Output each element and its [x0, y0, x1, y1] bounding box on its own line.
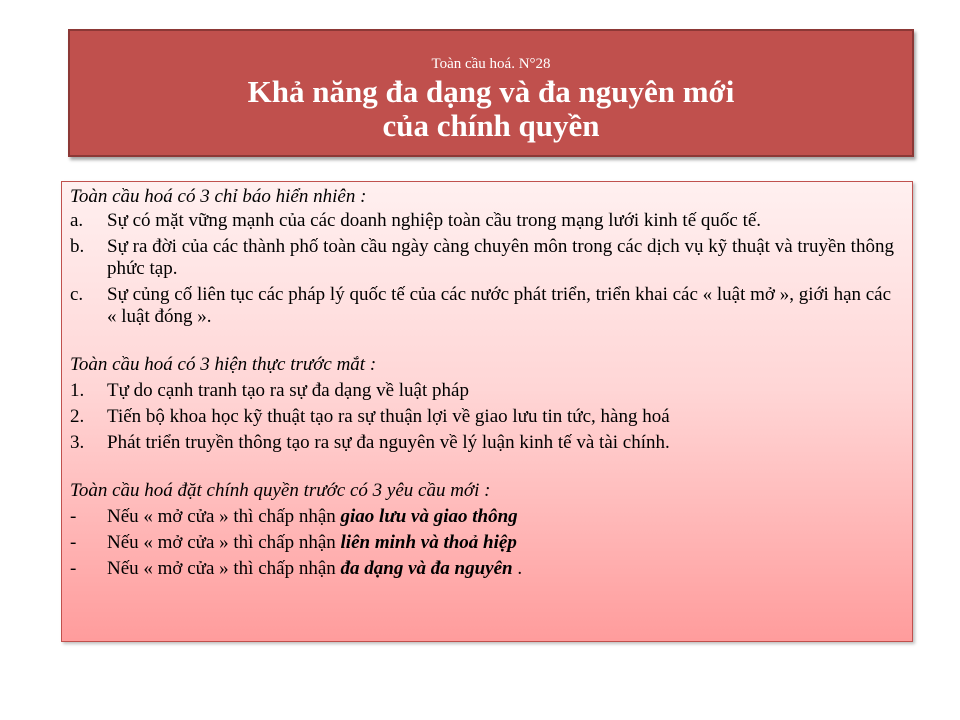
list-marker: 1.: [70, 380, 85, 401]
list-item-suffix: .: [512, 558, 523, 579]
spacer: [70, 328, 904, 354]
list-item-prefix: Nếu « mở cửa » thì chấp nhận: [107, 532, 341, 553]
spacer: [70, 454, 904, 480]
list-item: [70, 380, 904, 402]
slide-title: [70, 75, 912, 143]
section2-heading: Toàn cầu hoá có 3 hiện thực trước mắt :: [70, 354, 377, 375]
list-item-emphasis: liên minh và thoả hiệp: [340, 532, 517, 553]
list-item: [70, 558, 904, 580]
list-marker: 3.: [70, 432, 85, 453]
list-marker: -: [70, 506, 77, 527]
list-item: [70, 406, 904, 428]
list-item: [70, 236, 904, 280]
list-item: [70, 210, 904, 232]
list-item: [70, 532, 904, 554]
list-marker: b.: [70, 236, 85, 257]
list-marker: -: [70, 558, 77, 579]
slide-title-line2: của chính quyền: [382, 108, 600, 143]
title-banner: [68, 29, 914, 157]
section3-list: [70, 506, 904, 580]
list-item-emphasis: đa dạng và đa nguyên: [340, 558, 513, 579]
list-item-text: Sự ra đời của các thành phố toàn cầu ngày càng chuyên môn trong các dịch vụ kỹ thuật và truyền thông phức tạp.: [107, 236, 894, 279]
list-item-text: Tiến bộ khoa học kỹ thuật tạo ra sự thuận lợi về giao lưu tin tức, hàng hoá: [107, 406, 670, 427]
list-item-text: Tự do cạnh tranh tạo ra sự đa dạng về luật pháp: [107, 380, 469, 401]
section2-list: [70, 380, 904, 454]
list-item: [70, 284, 904, 328]
list-marker: c.: [70, 284, 84, 305]
content-box: [61, 181, 913, 642]
list-item: [70, 506, 904, 528]
list-item: [70, 432, 904, 454]
list-item-text: Sự củng cố liên tục các pháp lý quốc tế của các nước phát triển, triển khai các « luật mở », giới hạn các « luật đóng ».: [107, 284, 892, 327]
slide-title-line1: Khả năng đa dạng và đa nguyên mới: [247, 74, 735, 109]
slide-subtitle: Toàn cầu hoá. N°28: [431, 56, 551, 72]
list-item-text: Sự có mặt vững mạnh của các doanh nghiệp toàn cầu trong mạng lưới kinh tế quốc tế.: [107, 210, 762, 231]
section3-heading: Toàn cầu hoá đặt chính quyền trước có 3 yêu cầu mới :: [70, 480, 491, 501]
list-item-emphasis: giao lưu và giao thông: [340, 506, 518, 527]
list-marker: -: [70, 532, 77, 553]
list-item-prefix: Nếu « mở cửa » thì chấp nhận: [107, 506, 341, 527]
section1-list: [70, 210, 904, 328]
list-item-text: Phát triển truyền thông tạo ra sự đa nguyên về lý luận kinh tế và tài chính.: [107, 432, 670, 453]
section1-heading: Toàn cầu hoá có 3 chỉ báo hiển nhiên :: [70, 186, 367, 207]
list-marker: 2.: [70, 406, 85, 427]
list-item-prefix: Nếu « mở cửa » thì chấp nhận: [107, 558, 341, 579]
list-marker: a.: [70, 210, 84, 231]
